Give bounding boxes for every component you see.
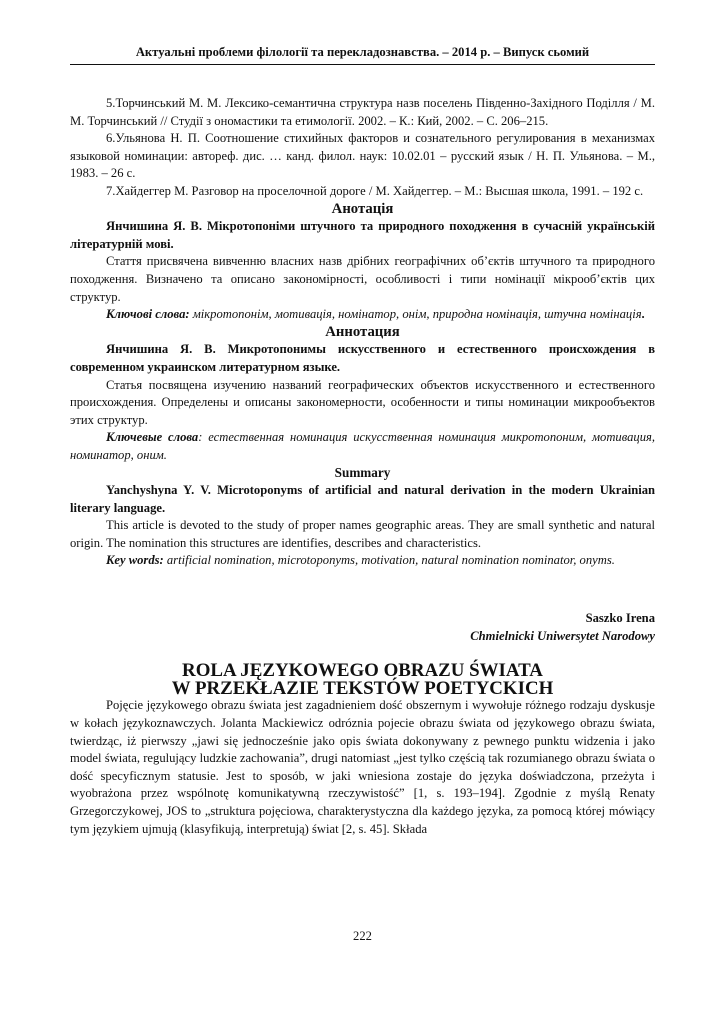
abstract-title-line: Yanchyshyna Y. V. Microtoponyms of artificial and natural derivation in the modern Ukrainian literary language. xyxy=(70,483,655,515)
article-title-line-1: ROLA JĘZYKOWEGO OBRAZU ŚWIATA xyxy=(182,660,543,682)
article-author: Saszko Irena xyxy=(585,611,655,626)
keywords-label: Ключові слова: xyxy=(106,307,190,322)
keywords-label: Key words: xyxy=(106,553,164,568)
page-number: 222 xyxy=(353,929,372,943)
article-title-line-2: W PRZEKŁAZIE TEKSTÓW POETYCKICH xyxy=(171,677,554,699)
keywords-text: : естественная номинация искусственная номинация микротопоним, мотивация, номинатор, оним. xyxy=(70,430,655,462)
reference-list xyxy=(70,95,655,201)
abstract-heading: Аннотация xyxy=(325,323,400,340)
abstract-body: Стаття присвячена вивченню власних назв дрібних географічних об’єктів штучного та природного походження. Визначено та описано закономірності, особливості і типи номінації мікрооб’єктів цих структур. xyxy=(70,254,655,304)
reference-item: 6.Ульянова Н. П. Соотношение стихийных факторов и сознательного регулирования в механизмах языковой номинации: автореф. дис. … канд. филол. наук: 10.02.01 – русский язык / Н. П. Ульянова. – М., 1983. – 26 с. xyxy=(70,131,655,181)
abstract-heading: Summary xyxy=(334,465,391,481)
abstract-title-line: Янчишина Я. В. Микротопонимы искусственного и естественного происхождения в современном украинском литературном языке. xyxy=(70,342,655,374)
abstract-english xyxy=(70,464,655,570)
section-spacer xyxy=(70,570,655,610)
running-header: Актуальні проблеми філології та перекладознавства. – 2014 р. – Випуск сьомий xyxy=(135,45,590,59)
abstract-body: This article is devoted to the study of proper names geographic areas. They are small synthetic and natural origin. The nomination this structures are identifies, describes and characteristics. xyxy=(70,518,655,550)
keywords-label: Ключевые слова xyxy=(106,430,199,445)
reference-item: 7.Хайдеггер М. Разговор на проселочной дороге / М. Хайдеггер. – М.: Высшая школа, 1991. – 192 с. xyxy=(106,183,644,198)
page-content xyxy=(70,95,655,838)
reference-item: 5.Торчинський М. М. Лексико-семантична структура назв поселень Південно-Західного Поділля / М. М. Торчинський // Студії з ономастики та етимології. 2002. – К.: Кий, 2002. – С. 206–215. xyxy=(70,96,655,128)
abstract-heading: Анотація xyxy=(331,200,394,217)
keywords-text: мікротопонім, мотивація, номінатор, онім, природна номінація, штучна номінація xyxy=(192,307,642,322)
abstract-russian xyxy=(70,324,655,465)
abstract-ukrainian xyxy=(70,201,655,324)
abstract-title-line: Янчишина Я. В. Мікротопоніми штучного та природного походження в сучасній українській літературній мові. xyxy=(70,219,655,251)
article xyxy=(70,610,655,838)
abstract-keywords: Ключові слова: мікротопонім, мотивація, номінатор, онім, природна номінація, штучна номінація. xyxy=(106,307,645,322)
abstract-keywords xyxy=(70,429,655,464)
keywords-text: artificial nomination, microtoponyms, motivation, natural nomination nominator, onyms. xyxy=(166,553,615,568)
abstract-body: Статья посвящена изучению названий географических объектов искусственного и естественного происхождения. Определены и описаны закономерности, особенности и типы номинации микрообъектов этих структур. xyxy=(70,377,655,427)
header-rule xyxy=(70,64,655,65)
article-affiliation: Chmielnicki Uniwersytet Narodowy xyxy=(470,628,655,643)
abstract-keywords xyxy=(70,552,655,570)
article-body: Pojęcie językowego obrazu świata jest zagadnieniem dość obszernym i wywołuje różnego rodzaju dyskusje w kołach językoznawczych. Jolanta Mackiewicz odróznia pojecie obrazu świata od językowego obrazu świata, twierdząc, iż pierwszy „jawi się jednocześnie jako opis świata dokonywany z pewnego punktu widzenia i jako model świata, regulujący ludzkie zachowania”, drugi natomiast „jest tylko częścią tak rozumianego obrazu świata o dość specyficznym statusie. Jest to sposób, w jaki wniesiona zostaje do języka doświadczona, przeżyta i wyobrażona przez wspólnotę komunikatywną rzeczywistość” [1, s. 193–194]. Zgodnie z myślą Renaty Grzegorczykowej, JOS to „struktura pojęciowa, charakterystyczna dla każdego języka, za pomocą której mówiący tym językiem ujmują (klasyfikują, interpretują) świat [2, s. 45]. Składa xyxy=(70,698,655,836)
